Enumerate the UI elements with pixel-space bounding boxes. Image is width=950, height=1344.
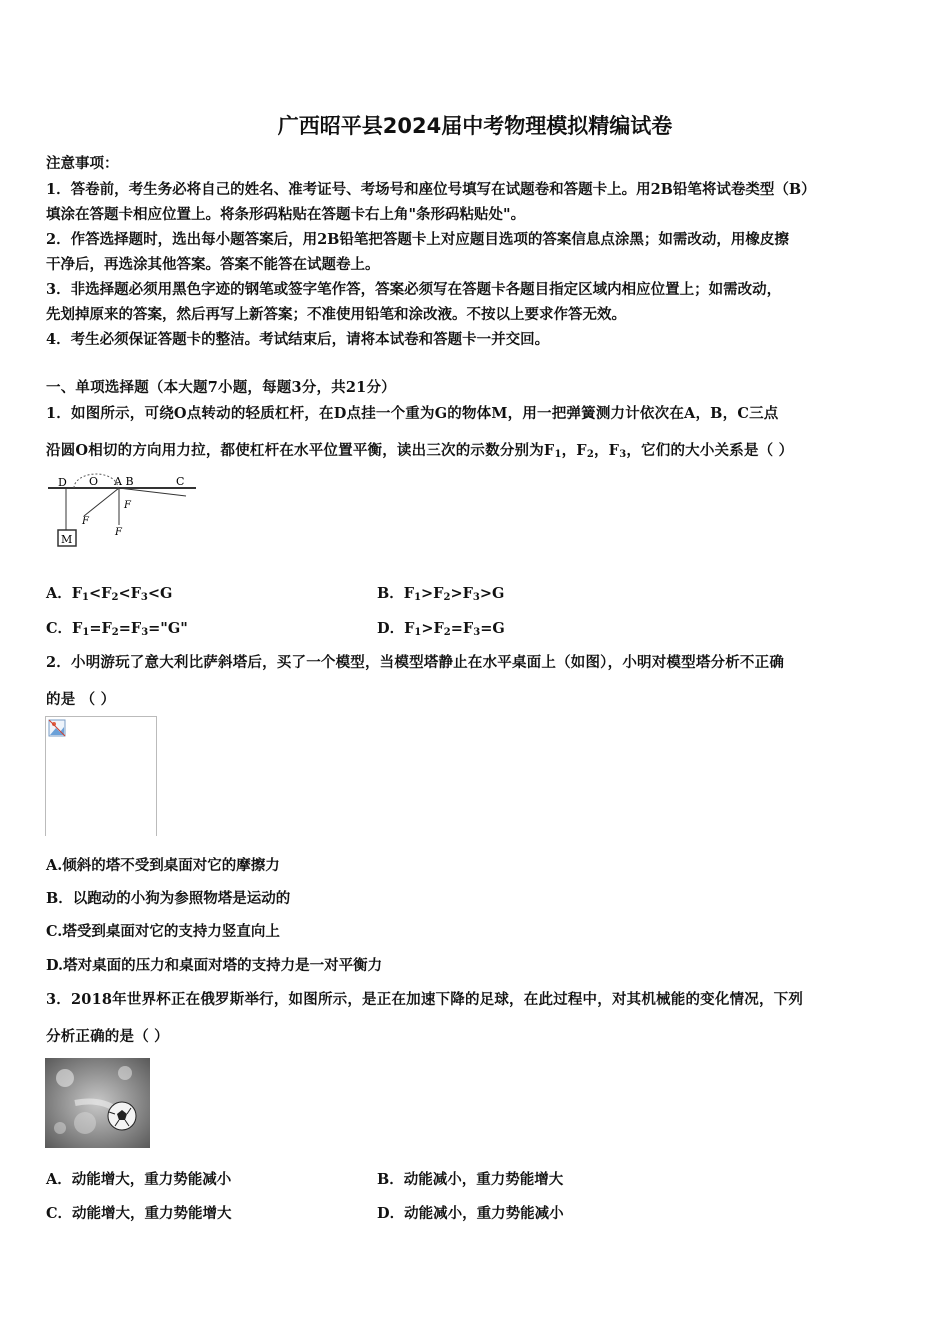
question-3-text: 3．2018年世界杯正在俄罗斯举行，如图所示，是正在加速下降的足球，在此过程中，对其机械能的变化情况，下列 [46, 991, 804, 1008]
q1-option-b: B．$F_1>F_2>F_3>G$ [377, 585, 505, 603]
q1-option-a: A．$F_1<F_2<F_3<G$ [46, 585, 173, 603]
broken-image-icon [48, 719, 66, 737]
notice-line: 填涂在答题卡相应位置上。将条形码粘贴在答题卡右上角"条形码粘贴处"。 [46, 206, 526, 223]
label-f1: F [115, 527, 122, 538]
question-2-text: 2．小明游玩了意大利比萨斜塔后，买了一个模型，当模型塔静止在水平桌面上（如图），小明对模型塔分析不正确 [46, 654, 785, 671]
label-c: C [176, 475, 185, 488]
section-heading: 一、单项选择题（本大题7小题，每题3分，共21分） [46, 379, 396, 396]
notice-line: 1．答卷前，考生务必将自己的姓名、准考证号、考场号和座位号填写在试题卷和答题卡上。用2B铅笔将试卷类型（B） [46, 181, 816, 198]
notice-line: 4．考生必须保证答题卡的整洁。考试结束后，请将本试卷和答题卡一并交回。 [46, 331, 550, 348]
q3-option-b: B．动能减小，重力势能增大 [377, 1171, 564, 1188]
broken-image-frame [45, 716, 157, 836]
q1-option-d: D．$F_1>F_2=F_3=G$ [377, 620, 505, 638]
q2-option-b: B．以跑动的小狗为参照物塔是运动的 [46, 890, 291, 907]
notice-line: 3．非选择题必须用黑色字迹的钢笔或签字笔作答，答案必须写在答题卡各题目指定区域内相应位置上；如需改动， [46, 281, 782, 298]
label-d: D [58, 476, 67, 489]
notice-heading: 注意事项： [46, 155, 119, 172]
football-photo [45, 1058, 150, 1148]
q3-option-a: A．动能增大，重力势能减小 [46, 1171, 232, 1188]
label-m: M [61, 533, 73, 546]
q3-option-d: D．动能减小，重力势能减小 [377, 1205, 564, 1222]
question-1-text: 1．如图所示，可绕O点转动的轻质杠杆，在D点挂一个重为G的物体M，用一把弹簧测力计依次在A，B，C三点 [46, 405, 779, 422]
force-f2 [84, 488, 119, 516]
force-f3 [119, 488, 186, 496]
question-3-text-2: 分析正确的是（ ） [46, 1028, 169, 1045]
notice-line: 先划掉原来的答案，然后再写上新答案；不准使用铅笔和涂改液。不按以上要求作答无效。 [46, 306, 626, 323]
q3-option-c: C．动能增大，重力势能增大 [46, 1205, 232, 1222]
label-f3: F [124, 500, 131, 511]
page-title: 广西昭平县2024届中考物理模拟精编试卷 [277, 114, 673, 138]
notice-line: 2．作答选择题时，选出每小题答案后，用2B铅笔把答题卡上对应题目选项的答案信息点涂黑；如需改动，用橡皮擦 [46, 231, 789, 248]
question-1-text-2: 沿圆O相切的方向用力拉，都使杠杆在水平位置平衡，读出三次的示数分别为$F_1$，$F_2$，$F_3$，它们的大小关系是（ ） [46, 442, 794, 460]
notice-line: 干净后，再选涂其他答案。答案不能答在试题卷上。 [46, 256, 380, 273]
q2-option-a: A.倾斜的塔不受到桌面对它的摩擦力 [46, 857, 280, 874]
label-o: O [89, 475, 99, 488]
label-f2: F [82, 516, 89, 527]
label-ab: A B [114, 475, 134, 488]
q1-option-c: C．$F_1=F_2=F_3="G$" [46, 620, 188, 638]
question-2-text-2: 的是 （ ） [46, 691, 116, 708]
q2-option-c: C.塔受到桌面对它的支持力竖直向上 [46, 923, 280, 940]
lever-diagram [46, 470, 198, 552]
q2-option-d: D.塔对桌面的压力和桌面对塔的支持力是一对平衡力 [46, 957, 383, 974]
